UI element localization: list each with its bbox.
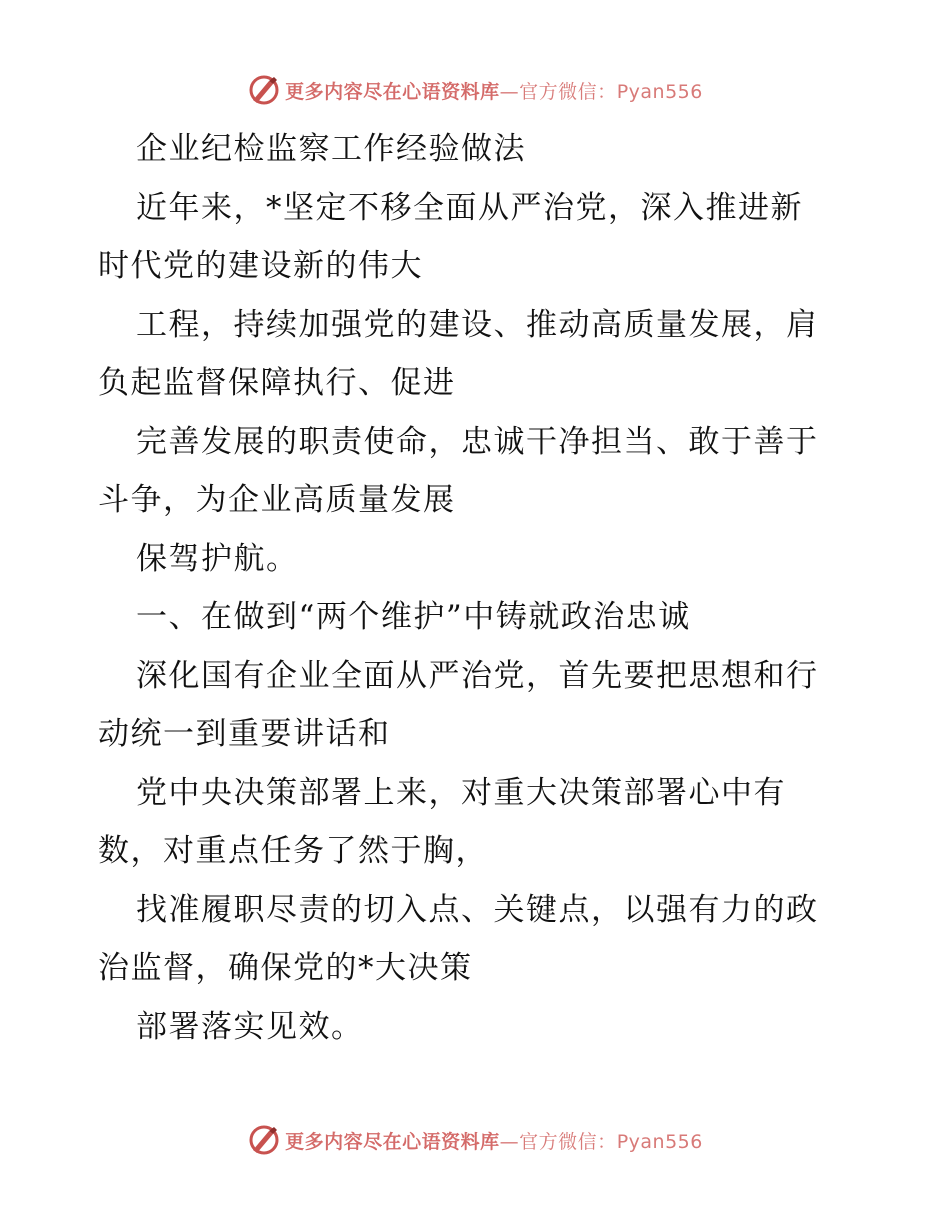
pen-logo-icon <box>247 1123 281 1157</box>
paragraph-line: 党中央决策部署上来，对重大决策部署心中有 <box>136 774 786 811</box>
watermark-wechat-label: 官方微信： <box>519 80 617 103</box>
paragraph-line: 一、在做到“两个维护”中铸就政治忠诚 <box>136 599 691 635</box>
document-title: 企业纪检监察工作经验做法 <box>136 131 526 167</box>
paragraph-line: 找准履职尽责的切入点、关键点，以强有力的政 <box>136 891 819 928</box>
watermark-text <box>285 77 703 104</box>
paragraph-line: 完善发展的职责使命，忠诚干净担当、敢于善于 <box>136 423 819 460</box>
paragraph-line: 时代党的建设新的伟大 <box>98 248 423 284</box>
paragraph-line: 斗争，为企业高质量发展 <box>98 482 456 518</box>
paragraph-line: 部署落实见效。 <box>136 1008 364 1045</box>
pen-logo-icon <box>247 73 281 107</box>
watermark-main: 更多内容尽在心语资料库 <box>285 80 500 103</box>
paragraph-line: 近年来，*坚定不移全面从严治党，深入推进新 <box>136 189 803 226</box>
watermark-text <box>285 1127 703 1154</box>
document-body <box>98 120 858 1056</box>
paragraph-line: 工程，持续加强党的建设、推动高质量发展，肩 <box>136 306 819 343</box>
paragraph-line: 数，对重点任务了然于胸， <box>98 833 488 869</box>
paragraph-line: 动统一到重要讲话和 <box>98 716 391 752</box>
watermark-wechat-label: 官方微信： <box>519 1130 617 1153</box>
footer-watermark <box>0 1120 950 1160</box>
watermark-dash: — <box>499 80 520 103</box>
header-watermark <box>0 70 950 110</box>
paragraph-line: 深化国有企业全面从严治党，首先要把思想和行 <box>136 657 819 694</box>
watermark-wechat-id: Pyan556 <box>616 80 703 103</box>
watermark-wechat-id: Pyan556 <box>616 1130 703 1153</box>
paragraph-line: 治监督，确保党的*大决策 <box>98 950 473 986</box>
watermark-dash: — <box>499 1130 520 1153</box>
paragraph-line: 保驾护航。 <box>136 540 299 577</box>
watermark-main: 更多内容尽在心语资料库 <box>285 1130 500 1153</box>
paragraph-line: 负起监督保障执行、促进 <box>98 365 456 401</box>
